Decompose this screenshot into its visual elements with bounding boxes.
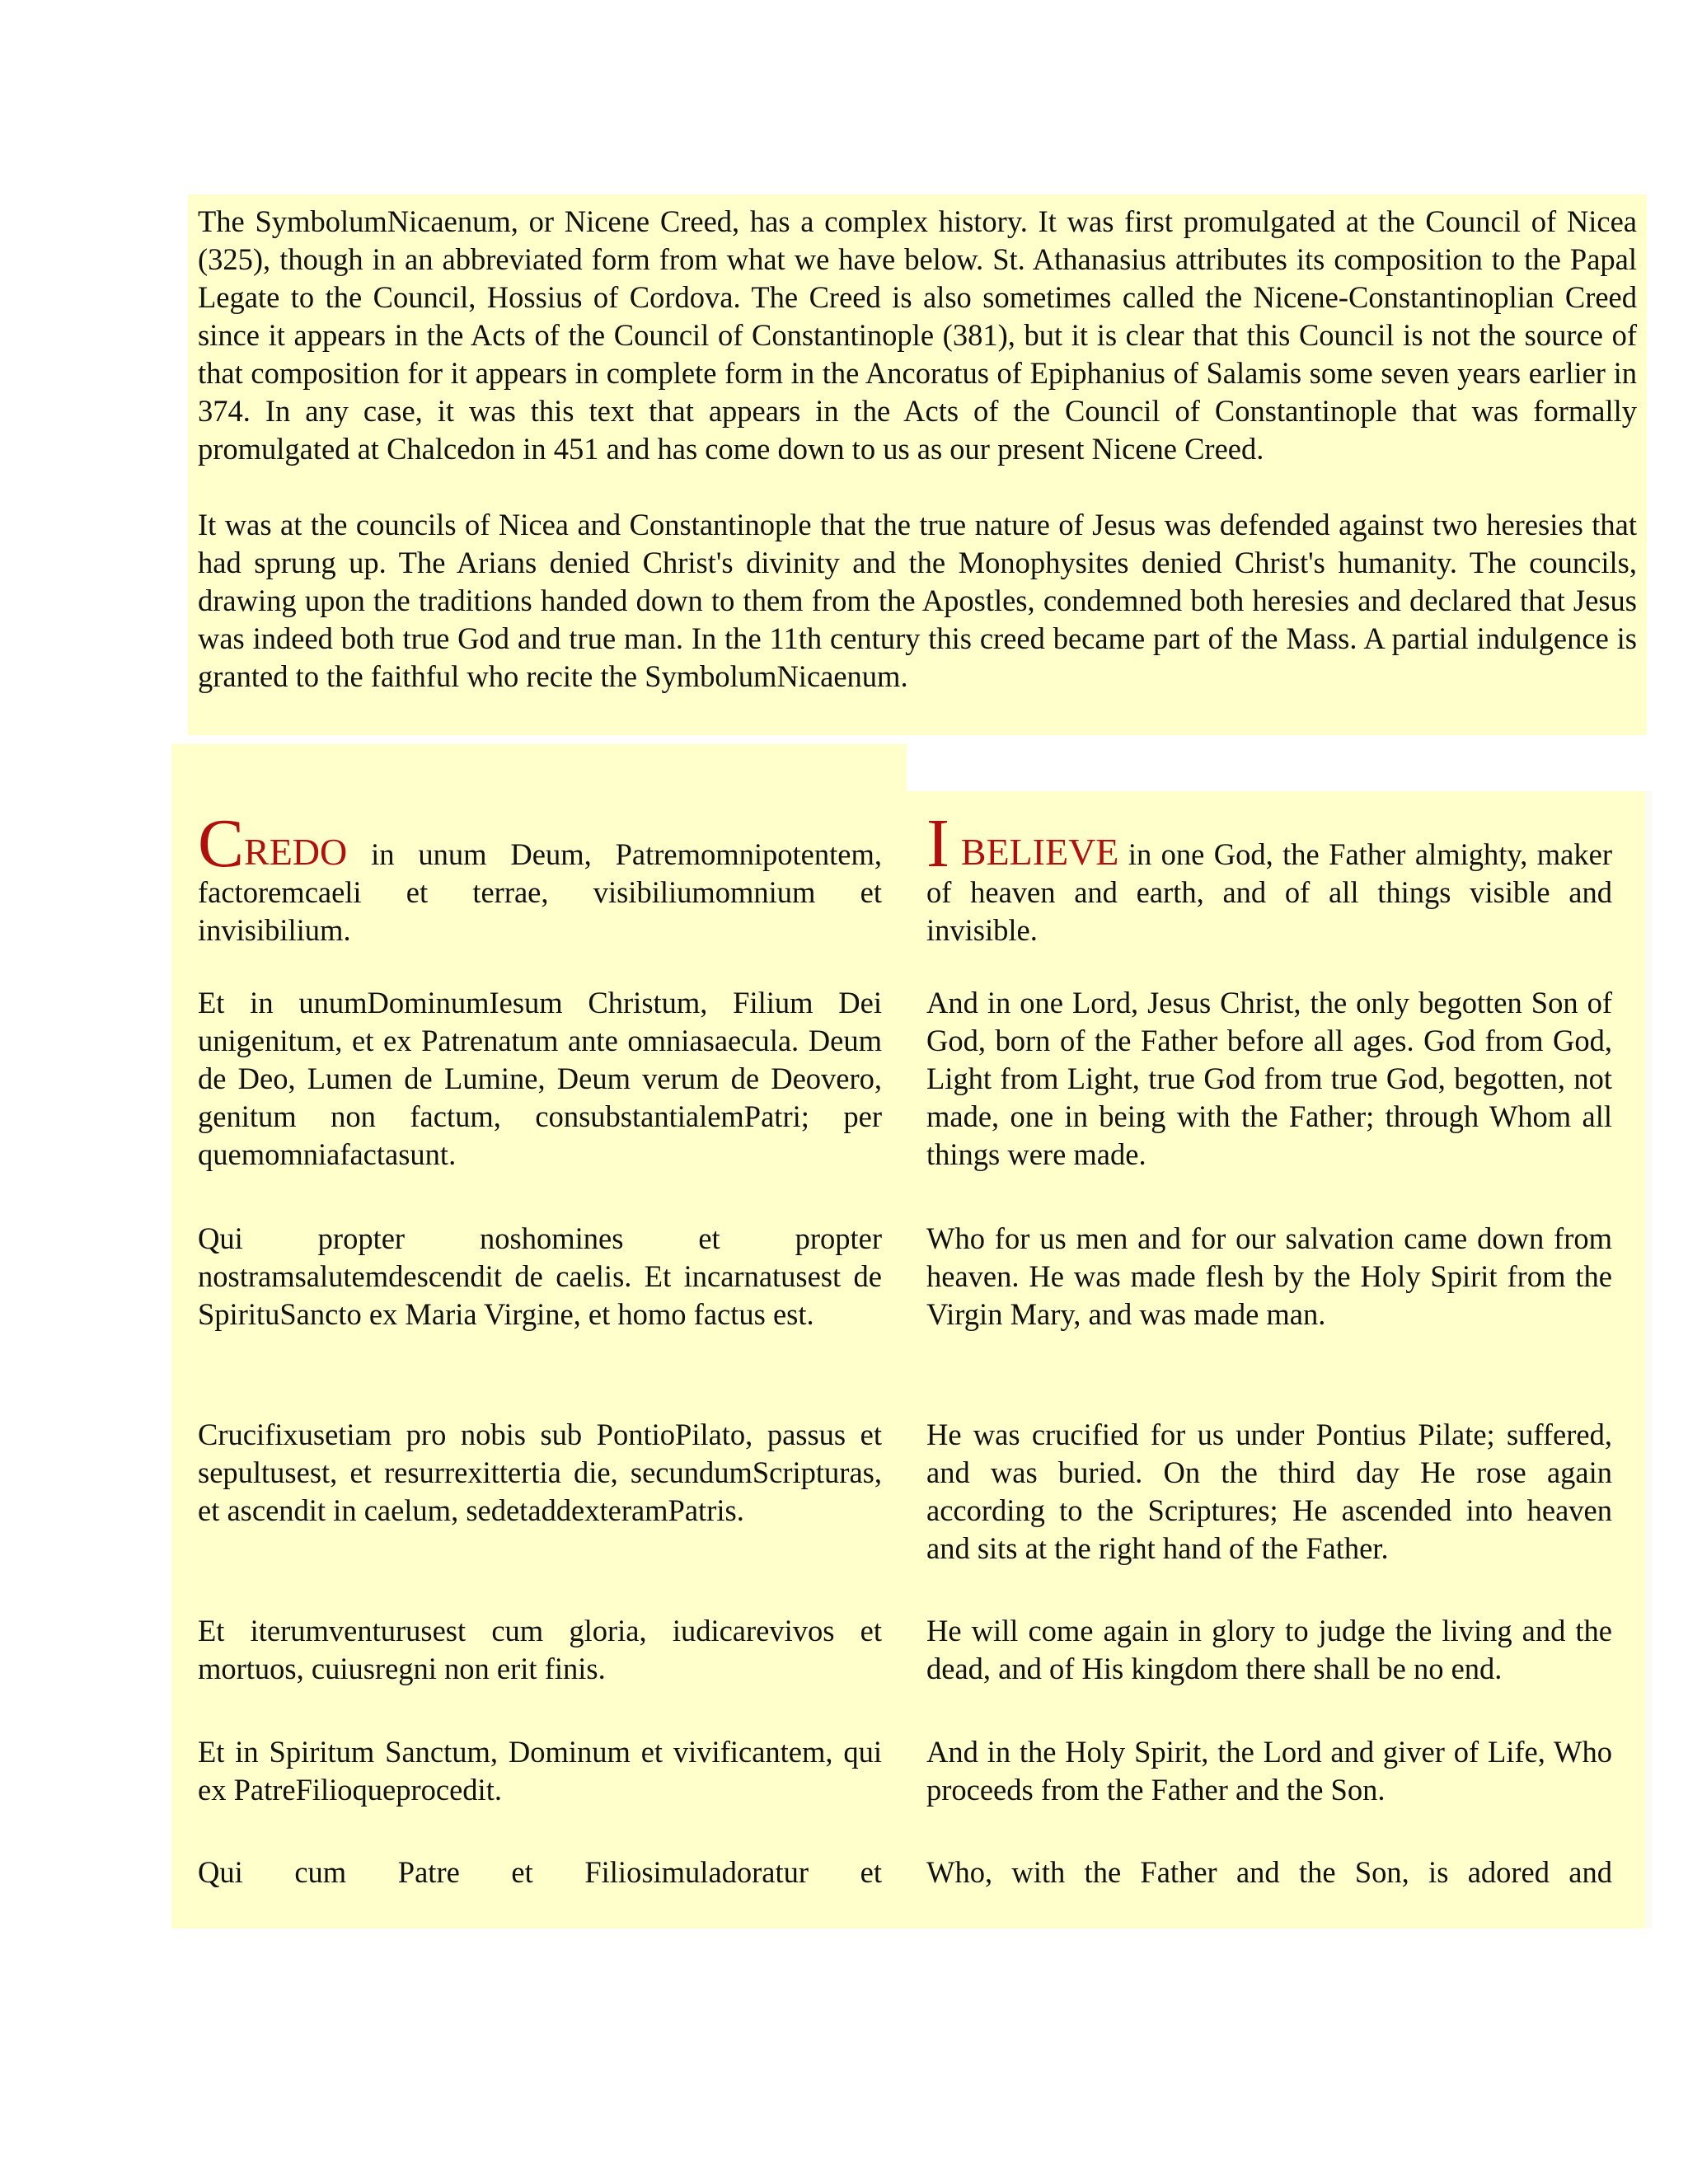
english-paragraph: And in the Holy Spirit, the Lord and giver of Life, Who proceeds from the Father and the Son.: [926, 1735, 1612, 1807]
latin-dropcap: C: [198, 805, 245, 882]
english-paragraph: He will come again in glory to judge the living and the dead, and of His kingdom there shall be no end.: [926, 1614, 1612, 1685]
intro-paragraph: It was at the councils of Nicea and Constantinople that the true nature of Jesus was defended against two heresies that had sprung up. The Arians denied Christ's divinity and the Monophysites denied Christ's humanity. The councils, drawing upon the traditions handed down to them from the Apostles, condemned both heresies and declared that Jesus was indeed both true God and true man. In the 11th century this creed became part of the Mass. A partial indulgence is granted to the faithful who recite the SymbolumNicaenum.: [198, 508, 1637, 693]
english-column: [926, 805, 1612, 1891]
latin-paragraph: Qui cum Patre et Filiosimuladoratur et: [198, 1855, 882, 1889]
latin-paragraph-first: [198, 805, 882, 947]
intro-section: [198, 203, 1637, 733]
latin-first-text: in unum Deum, Patremomnipotentem, factoremcaeli et terrae, visibiliumomnium et invisibilium.: [198, 837, 882, 947]
english-paragraph-first: [926, 805, 1612, 947]
latin-paragraph: Et iterumventurusest cum gloria, iudicarevivos et mortuos, cuiusregni non erit finis.: [198, 1614, 882, 1685]
english-paragraph: And in one Lord, Jesus Christ, the only begotten Son of God, born of the Father before all ages. God from God, Light from Light, true God from true God, begotten, not made, one in being with the Father; through Whom all things were made.: [926, 986, 1612, 1171]
latin-paragraph: Et in unumDominumIesum Christum, Filium Dei unigenitum, et ex Patrenatum ante omniasaecula. Deum de Deo, Lumen de Lumine, Deum verum de Deovero, genitum non factum, consubstantialemPatri; per quemomniafactasunt.: [198, 986, 882, 1171]
english-first-text: in one God, the Father almighty, maker of heaven and earth, and of all things visible and invisible.: [926, 837, 1612, 947]
english-dropcap-rest: BELIEVE: [949, 831, 1119, 873]
english-paragraph: He was crucified for us under Pontius Pilate; suffered, and was buried. On the third day He rose again according to the Scriptures; He ascended into heaven and sits at the right hand of the Father.: [926, 1418, 1612, 1565]
latin-paragraph: Et in Spiritum Sanctum, Dominum et vivificantem, qui ex PatreFilioqueprocedit.: [198, 1735, 882, 1807]
highlight-gap: [907, 735, 1647, 791]
page-bottom-margin: [0, 1929, 1688, 2184]
latin-column: [198, 805, 882, 1891]
intro-paragraph: The SymbolumNicaenum, or Nicene Creed, has a complex history. It was first promulgated at the Council of Nicea (325), though in an abbreviated form from what we have below. St. Athanasius attributes its composition to the Papal Legate to the Council, Hossius of Cordova. The Creed is also sometimes called the Nicene-Constantinoplian Creed since it appears in the Acts of the Council of Constantinople (381), but it is clear that this Council is not the source of that composition for it appears in complete form in the Ancoratus of Epiphanius of Salamis some seven years earlier in 374. In any case, it was this text that appears in the Acts of the Council of Constantinople that was formally promulgated at Chalcedon in 451 and has come down to us as our present Nicene Creed.: [198, 204, 1637, 466]
english-paragraph: Who, with the Father and the Son, is adored and: [926, 1855, 1612, 1889]
latin-dropcap-rest: REDO: [244, 831, 348, 873]
latin-paragraph: Qui propter noshomines et propter nostramsalutemdescendit de caelis. Et incarnatusest de SpirituSancto ex Maria Virgine, et homo factus est.: [198, 1221, 882, 1331]
english-paragraph: Who for us men and for our salvation came down from heaven. He was made flesh by the Holy Spirit from the Virgin Mary, and was made man.: [926, 1221, 1612, 1331]
english-dropcap: I: [926, 805, 950, 882]
latin-paragraph: Crucifixusetiam pro nobis sub PontioPilato, passus et sepultusest, et resurrexittertia die, secundumScripturas, et ascendit in caelum, sedetaddexteramPatris.: [198, 1418, 882, 1527]
